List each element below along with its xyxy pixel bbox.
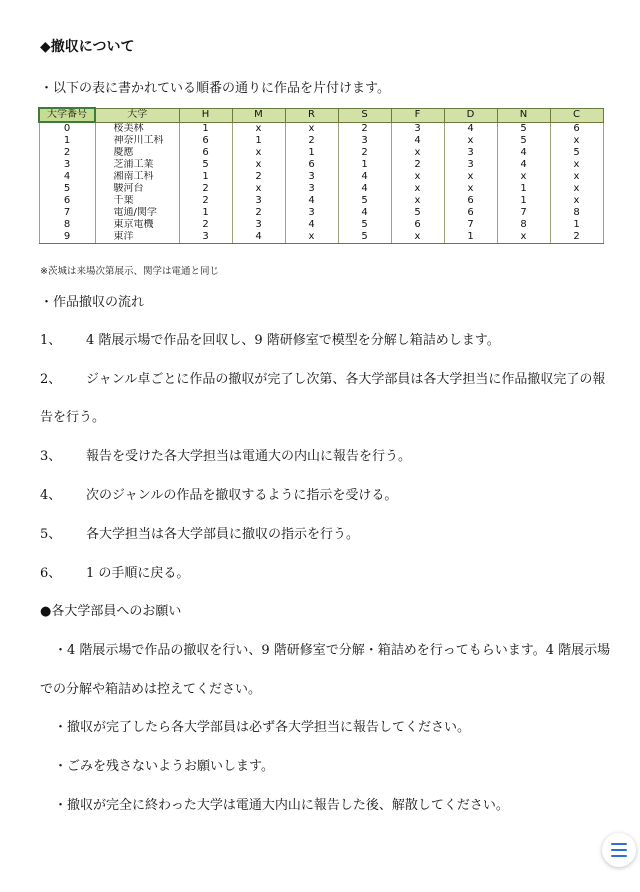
table-cell-d: 6 [444,195,497,207]
table-cell-h: 5 [179,159,232,171]
table-cell-r: x [285,122,338,135]
table-cell-n: 8 [497,219,550,231]
table-cell-university-number: 7 [39,207,95,219]
table-cell-n: 1 [497,183,550,195]
request-item-1-continuation: での分解や箱詰めは控えてください。 [40,682,262,697]
table-row [39,195,603,207]
table-row [39,207,603,219]
table-cell-c: 6 [550,122,603,135]
removal-order-table [38,107,604,244]
table-cell-n: 5 [497,122,550,135]
table-cell-m: 2 [232,207,285,219]
table-cell-h: 1 [179,122,232,135]
request-item-4: ・撤収が完全に終わった大学は電通大内山に報告した後、解散してください。 [54,798,509,813]
table-cell-d: x [444,135,497,147]
table-cell-r: 4 [285,195,338,207]
table-cell-h: 3 [179,231,232,244]
request-item-3: ・ごみを残さないようお願いします。 [54,759,274,774]
table-cell-university-number: 4 [39,171,95,183]
table-cell-university: 慶應 [95,147,179,159]
step-number: 4、 [40,488,62,503]
menu-icon [611,841,627,859]
table-cell-f: x [391,171,444,183]
step-6 [40,562,189,581]
step-3 [40,445,411,464]
step-number: 5、 [40,527,62,542]
table-cell-c: x [550,159,603,171]
table-cell-s: 3 [338,135,391,147]
table-cell-n: 4 [497,147,550,159]
table-cell-s: 2 [338,147,391,159]
table-cell-m: x [232,122,285,135]
step-text: 1 の手順に戻る。 [86,566,190,581]
step-4 [40,484,397,503]
table-cell-h: 2 [179,195,232,207]
request-heading: ●各大学部員へのお願い [40,604,182,619]
table-cell-c: x [550,171,603,183]
table-cell-c: 2 [550,231,603,244]
table-cell-university: 千葉 [95,195,179,207]
step-2-continuation: 告を行う。 [40,410,106,425]
table-cell-h: 2 [179,219,232,231]
header-cell-n: N [497,108,550,122]
table-cell-c: x [550,195,603,207]
step-text: 各大学担当は各大学部員に撤収の指示を行う。 [86,527,360,542]
step-1 [40,329,500,348]
table-cell-n: x [497,231,550,244]
table-cell-d: x [444,171,497,183]
table-cell-f: 5 [391,207,444,219]
table-cell-f: x [391,183,444,195]
table-cell-university: 東洋 [95,231,179,244]
table-cell-d: 7 [444,219,497,231]
table-cell-d: 3 [444,147,497,159]
table-row [39,183,603,195]
table-cell-university: 芝浦工業 [95,159,179,171]
header-cell-d: D [444,108,497,122]
table-cell-university-number: 5 [39,183,95,195]
header-cell-h: H [179,108,232,122]
intro-text: ・以下の表に書かれている順番の通りに作品を片付けます。 [40,81,390,96]
step-2 [40,368,605,387]
table-cell-university: 神奈川工科 [95,135,179,147]
step-number: 2、 [40,372,62,387]
menu-button[interactable] [602,833,636,867]
header-cell-university-number: 大学番号 [39,108,95,122]
table-row [39,147,603,159]
table-cell-f: 3 [391,122,444,135]
table-cell-d: 3 [444,159,497,171]
table-cell-s: 5 [338,231,391,244]
section-heading: ◆撤収について [40,39,135,55]
table-cell-s: 4 [338,207,391,219]
table-cell-d: 6 [444,207,497,219]
step-text: 次のジャンルの作品を撤収するように指示を受ける。 [86,488,398,503]
table-cell-r: 3 [285,207,338,219]
table-row [39,122,603,135]
table-cell-d: x [444,183,497,195]
table-cell-c: x [550,183,603,195]
table-cell-h: 1 [179,171,232,183]
step-text: ジャンル卓ごとに作品の撤収が完了し次第、各大学部員は各大学担当に作品撤収完了の報 [86,372,606,387]
table-cell-f: 4 [391,135,444,147]
table-cell-s: 4 [338,171,391,183]
table-cell-r: 3 [285,171,338,183]
step-text: 4 階展示場で作品を回収し、9 階研修室で模型を分解し箱詰めします。 [86,333,500,348]
table-cell-university-number: 1 [39,135,95,147]
table-cell-s: 2 [338,122,391,135]
table-cell-n: 4 [497,159,550,171]
table-cell-r: 6 [285,159,338,171]
table-cell-university: 東京電機 [95,219,179,231]
request-item-1: ・4 階展示場で作品の撤収を行い、9 階研修室で分解・箱詰めを行ってもらいます。4 階展示場 [54,643,611,658]
table-cell-s: 4 [338,183,391,195]
table-cell-h: 2 [179,183,232,195]
table-row [39,231,603,244]
table-cell-university-number: 2 [39,147,95,159]
table-cell-c: 8 [550,207,603,219]
step-number: 3、 [40,449,62,464]
table-cell-m: 3 [232,195,285,207]
header-cell-f: F [391,108,444,122]
table-cell-m: 4 [232,231,285,244]
table-cell-university: 電通/関学 [95,207,179,219]
request-item-2: ・撤収が完了したら各大学部員は必ず各大学担当に報告してください。 [54,720,471,735]
table-cell-s: 5 [338,195,391,207]
table-cell-d: 4 [444,122,497,135]
table-cell-d: 1 [444,231,497,244]
table-cell-c: x [550,135,603,147]
table-cell-f: x [391,147,444,159]
table-cell-m: x [232,183,285,195]
table-cell-n: x [497,171,550,183]
table-cell-m: x [232,147,285,159]
table-cell-f: x [391,195,444,207]
table-cell-s: 1 [338,159,391,171]
table-cell-university: 駿河台 [95,183,179,195]
table-cell-m: 2 [232,171,285,183]
step-5 [40,523,359,542]
table-header-row [39,108,603,122]
header-cell-m: M [232,108,285,122]
table-cell-m: 1 [232,135,285,147]
table-cell-h: 6 [179,147,232,159]
table-cell-r: 3 [285,183,338,195]
step-number: 6、 [40,566,62,581]
table-cell-c: 1 [550,219,603,231]
table-cell-n: 7 [497,207,550,219]
header-cell-s: S [338,108,391,122]
table-cell-r: 4 [285,219,338,231]
step-number: 1、 [40,333,62,348]
table-row [39,159,603,171]
header-cell-r: R [285,108,338,122]
table-cell-university-number: 3 [39,159,95,171]
table-cell-r: 2 [285,135,338,147]
table-cell-university: 桜美林 [95,122,179,135]
table-cell-university-number: 9 [39,231,95,244]
table-cell-f: 2 [391,159,444,171]
table-cell-m: x [232,159,285,171]
table-cell-f: x [391,231,444,244]
table-cell-n: 5 [497,135,550,147]
flow-heading: ・作品撤収の流れ [40,295,145,310]
table-body [39,122,603,244]
table-row [39,135,603,147]
table-cell-university-number: 8 [39,219,95,231]
table-cell-s: 5 [338,219,391,231]
table-cell-university: 湘南工科 [95,171,179,183]
table-row [39,171,603,183]
table-cell-r: x [285,231,338,244]
table-cell-university-number: 6 [39,195,95,207]
removal-order-table-wrapper [38,107,604,244]
table-cell-h: 6 [179,135,232,147]
header-cell-university: 大学 [95,108,179,122]
table-cell-r: 1 [285,147,338,159]
table-cell-c: 5 [550,147,603,159]
table-note: ※茨城は来場次第展示、関学は電通と同じ [40,266,219,277]
table-cell-university-number: 0 [39,122,95,135]
table-row [39,219,603,231]
header-cell-c: C [550,108,603,122]
table-cell-n: 1 [497,195,550,207]
table-cell-f: 6 [391,219,444,231]
table-cell-h: 1 [179,207,232,219]
table-cell-m: 3 [232,219,285,231]
step-text: 報告を受けた各大学担当は電通大の内山に報告を行う。 [86,449,412,464]
